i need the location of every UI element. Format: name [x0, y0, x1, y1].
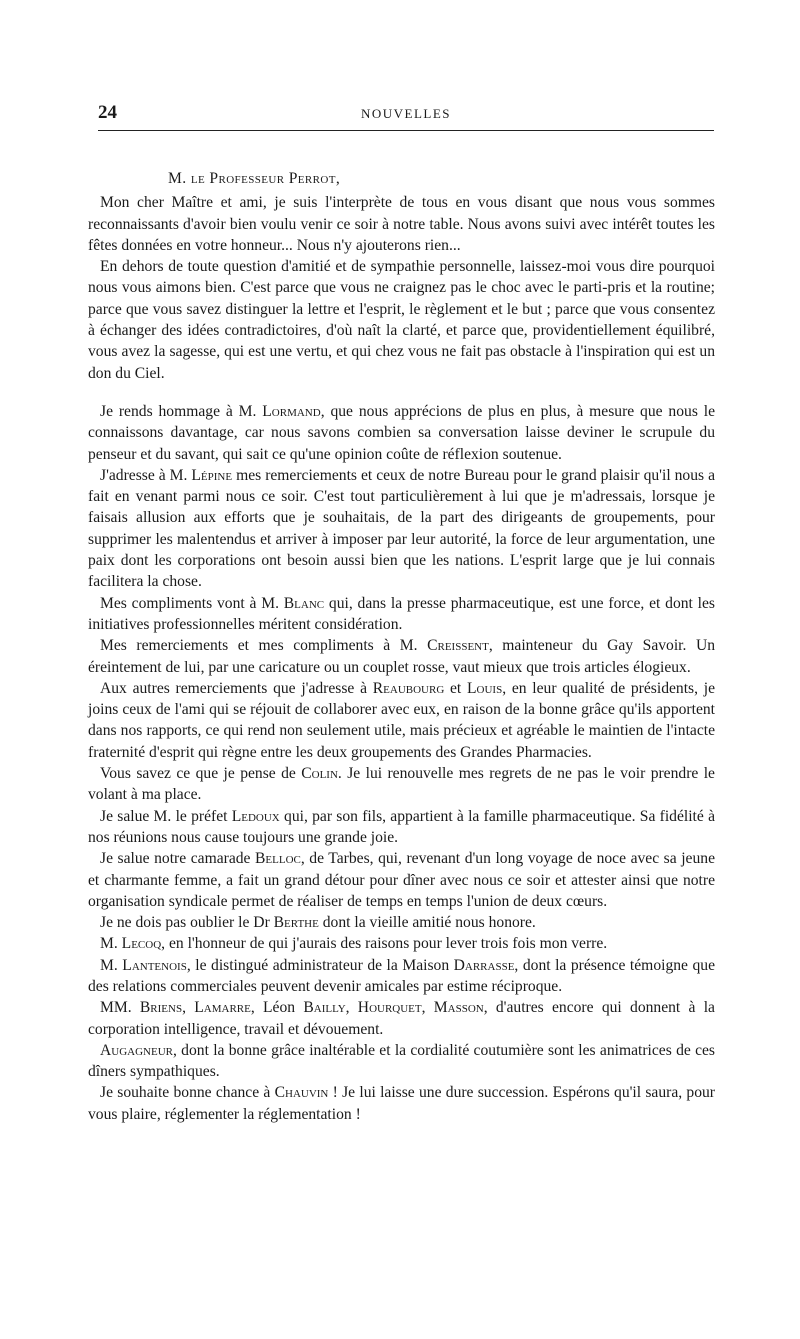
paragraph [88, 955, 715, 998]
paragraph-text: Mes remerciements et mes compliments à M. [100, 637, 428, 655]
paragraph [88, 1082, 715, 1125]
paragraph-text: En dehors de toute question d'amitié et de sympathie personnelle, laissez-moi vous dire pourquoi nous vous aimons bien. C'est parce que vous ne craignez pas le choc avec le parti-pris et la routine; parce que vous savez distinguer la lettre et l'esprit, le règlement et le but ; parce que vous consentez à échanger des idées contradictoires, d'où naît la clarté, et parce que, providentiellement équilibré, vous avez la sagesse, qui est une vertu, et qui chez vous ne fait pas obstacle à l'inspiration qui est un don du Ciel. [88, 258, 715, 382]
paragraph-text: Aux autres remerciements que j'adresse à [100, 679, 373, 697]
person-name: Ledoux [231, 807, 280, 825]
person-name: Lormand [262, 402, 321, 420]
paragraph-text: , en l'honneur de qui j'aurais des raisons pour lever trois fois mon verre. [161, 935, 608, 953]
paragraph-text: , dont la bonne grâce inaltérable et la cordialité coutumière sont les animatrices de ces dîners sympathiques. [88, 1041, 715, 1081]
paragraph-text: Je salue M. le préfet [100, 807, 232, 825]
paragraph-text: ! Je lui laisse une dure succession. Espérons qu'il saura, pour vous plaire, réglementer la réglementation ! [88, 1084, 716, 1123]
paragraph-text: , d'autres encore qui donnent à la corporation intelligence, travail et dévouement. [88, 999, 715, 1038]
paragraph-text: et [444, 679, 467, 697]
paragraph-text: M. [100, 956, 123, 974]
person-name: Chauvin [274, 1084, 329, 1102]
paragraph-text: , mainteneur du Gay Savoir. Un éreintement de lui, par une caricature ou un couplet rosse, vaut mieux que trois articles élogieux. [88, 637, 715, 676]
paragraph-text: Je rends hommage à M. [100, 402, 263, 420]
paragraph [88, 933, 715, 954]
paragraph-text: qui, par son fils, appartient à la famille pharmaceutique. Sa fidélité à nos réunions nous cause toujours une grande joie. [88, 807, 715, 846]
paragraph-text: Je ne dois pas oublier le Dr [100, 914, 274, 932]
paragraph-text: Mes compliments vont à M. [100, 594, 284, 612]
paragraph [88, 763, 715, 806]
paragraph-text: dont la vieille amitié nous honore. [318, 914, 536, 932]
paragraph-text: , en leur qualité de présidents, je joins ceux de l'ami qui se réjouit de collaborer avec eux, en raison de la bonne grâce qu'ils apportent dans nos rapports, ce qui rend non seulement utile, mais précieux et agréable le maintien de l'intacte fraternité d'esprit qui règne entre les deux groupements des Grandes Pharmacies. [88, 679, 715, 761]
person-name: Lecoq [121, 935, 162, 953]
paragraph-text: Vous savez ce que je pense de [100, 765, 302, 783]
paragraph [88, 912, 715, 933]
paragraph-text: , que nous apprécions de plus en plus, à mesure que nous le connaissons davantage, car nous savons combien sa conversation laisse deviner le scrupule du penseur et du savant, qui sait ce qu'une opinion coûte de réflexion soutenue. [88, 402, 716, 463]
paragraph-text: . Je lui renouvelle mes regrets de ne pas le voir prendre le volant à ma place. [88, 765, 715, 804]
paragraph-text: Je salue notre camarade [100, 850, 256, 868]
paragraph [88, 806, 715, 849]
person-name: Lantenois [122, 956, 187, 974]
paragraph [88, 635, 715, 678]
person-name: Briens, Lamarre [139, 999, 251, 1017]
paragraph [88, 401, 715, 465]
salutation: M. le Professeur Perrot, [168, 170, 341, 187]
paragraph [88, 256, 715, 384]
header-rule [98, 130, 714, 131]
paragraph-text: qui, dans la presse pharmaceutique, est une force, et dont les initiatives professionnelles méritent considération. [88, 594, 715, 633]
person-name: Creissent [427, 637, 489, 655]
running-title: NOUVELLES [360, 106, 452, 121]
paragraph-text: Mon cher Maître et ami, je suis l'interprète de tous en vous disant que nous vous sommes reconnaissants d'avoir bien voulu venir ce soir à notre table. Nous avons suivi avec intérêt toutes les fêtes données en votre honneur... Nous n'y ajouterons rien... [88, 194, 715, 254]
paragraph-text: , le distingué administrateur de la Maison [186, 956, 454, 974]
person-name: Darrasse [453, 956, 515, 974]
paragraph-text: M. [100, 935, 122, 953]
letter-body [88, 168, 715, 1125]
person-name: Belloc [255, 850, 301, 868]
paragraph [88, 848, 715, 912]
page-number: 24 [98, 102, 117, 123]
paragraph [88, 997, 715, 1040]
paragraph [88, 1040, 715, 1083]
person-name: Bailly, Hourquet, Masson [303, 999, 484, 1017]
person-name: Louis [467, 679, 503, 697]
page-header [98, 102, 714, 126]
paragraph [88, 678, 715, 763]
paragraph-text: Je souhaite bonne chance à [100, 1084, 275, 1102]
paragraph-text: , Léon [250, 999, 304, 1017]
person-name: Reaubourg [372, 679, 445, 697]
paragraph [88, 192, 715, 256]
paragraph [88, 593, 715, 636]
paragraph-text: J'adresse à M. [100, 466, 192, 484]
person-name: Augagneur [100, 1041, 173, 1059]
paragraph-text: MM. [100, 999, 140, 1017]
person-name: Colin [301, 765, 338, 783]
paragraph-text: mes remerciements et ceux de notre Bureau pour le grand plaisir qu'il nous a fait en venant parmi nous ce soir. C'est tout particulièrement à lui que je m'adressais, lorsque je faisais allusion aux efforts que je souhaitais, de la part des dirigeants de groupements, pour supprimer les malentendus et arriver à imposer par leur autorité, la force de leur argumentation, une paix dont les corporations ont besoin aussi bien que les nations. L'esprit large que je lui connais facilitera la chose. [88, 466, 715, 591]
paragraph-text: , de Tarbes, qui, revenant d'un long voyage de noce avec sa jeune et charmante femme, a fait un grand détour pour dîner avec nous ce soir et attester ainsi que notre organisation syndicale permet de réaliser de temps en temps l'union de deux cœurs. [88, 850, 715, 910]
person-name: Berthe [273, 914, 319, 932]
paragraph [88, 465, 715, 593]
person-name: Blanc [283, 594, 325, 612]
paragraph-text: , dont la présence témoigne que des relations commerciales peuvent devenir amicales par estime réciproque. [88, 956, 715, 995]
person-name: Lépine [191, 466, 233, 484]
